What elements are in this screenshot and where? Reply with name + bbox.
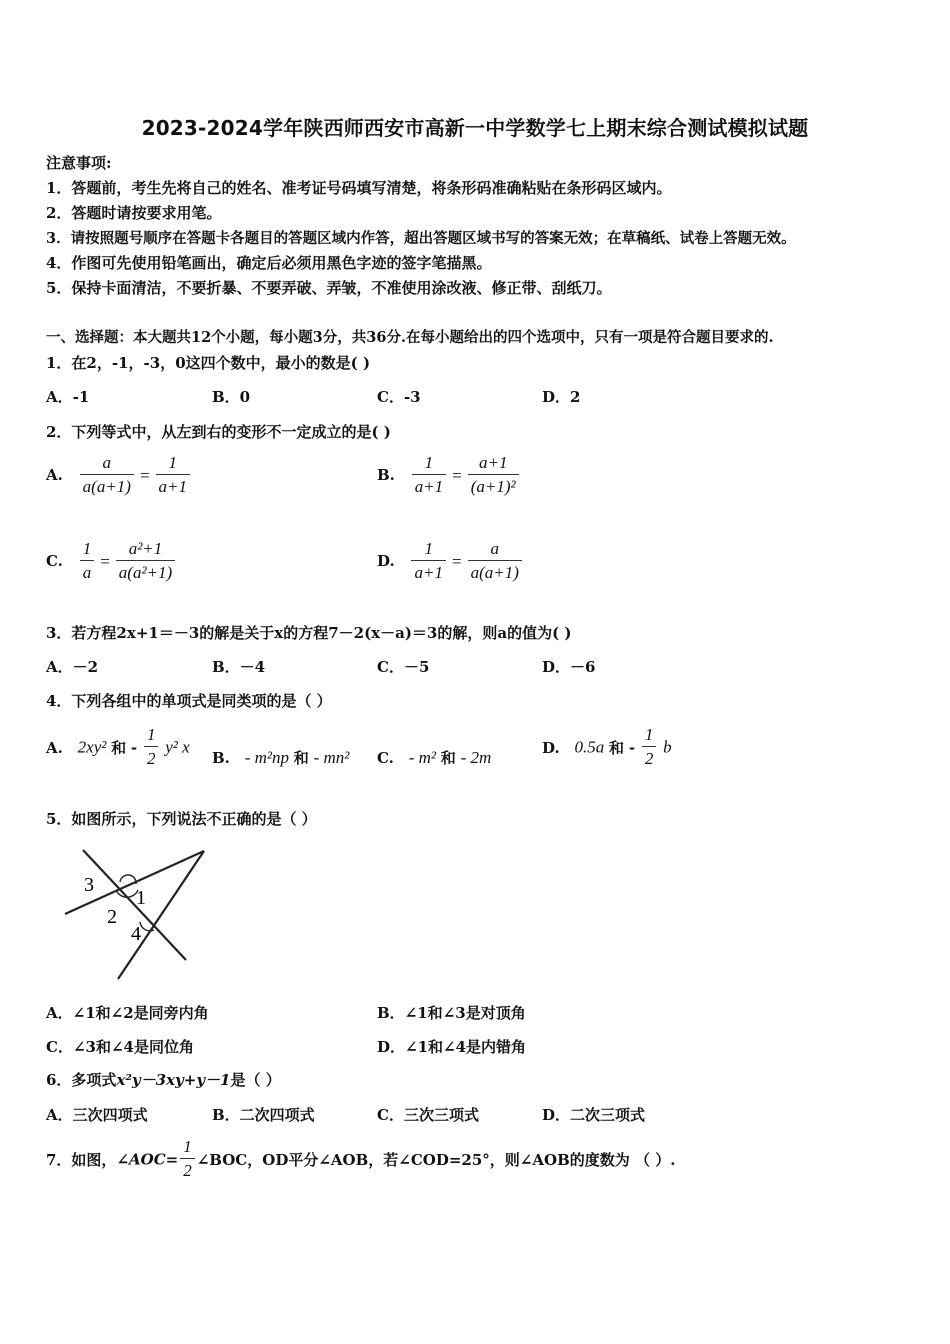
q7-angle1: ∠AOC= bbox=[116, 1150, 179, 1169]
q4-option-d[interactable] bbox=[542, 724, 672, 771]
section-heading: 一、选择题：本大题共12个小题，每小题3分，共36分.在每小题给出的四个选项中，只有一项是符合题目要求的. bbox=[46, 329, 774, 346]
q4-option-c-label: C. bbox=[377, 749, 394, 767]
notice-item-3: 3．请按照题号顺序在答题卡各题目的答题区域内作答，超出答题区域书写的答案无效；在草稿纸、试卷上答题无效。 bbox=[46, 230, 796, 247]
q3-option-c[interactable]: C．－5 bbox=[377, 658, 430, 676]
q4-option-b-label: B. bbox=[212, 749, 230, 767]
q2d-den1: a+1 bbox=[414, 563, 443, 582]
q2-option-a[interactable] bbox=[46, 452, 192, 499]
q4-option-c[interactable] bbox=[377, 747, 491, 768]
notice-item-2: 2．答题时请按要求用笔。 bbox=[46, 204, 222, 222]
angle-figure bbox=[58, 842, 218, 988]
q4a-right: y² x bbox=[165, 737, 190, 757]
q7-pre: 7．如图， bbox=[46, 1151, 117, 1169]
q4d-minus: - bbox=[628, 738, 636, 757]
q4a-and: 和 bbox=[111, 739, 127, 757]
q3-option-b[interactable]: B．－4 bbox=[212, 658, 266, 676]
q4-option-a-label: A. bbox=[46, 738, 63, 757]
q1-option-b[interactable]: B．0 bbox=[212, 388, 251, 406]
figure-label-2: 2 bbox=[107, 906, 117, 928]
q3-option-a[interactable]: A．－2 bbox=[46, 658, 99, 676]
q4d-left: 0.5a bbox=[574, 737, 605, 757]
q2c-num2: a²+1 bbox=[116, 538, 175, 561]
notice-heading: 注意事项: bbox=[46, 154, 112, 172]
q6-stem-pre: 6．多项式 bbox=[46, 1071, 117, 1089]
q7-den: 2 bbox=[183, 1161, 192, 1180]
q2b-eq: = bbox=[452, 465, 462, 485]
q2a-num1: a bbox=[80, 452, 134, 475]
q2c-den2: a(a²+1) bbox=[118, 563, 173, 582]
q6-stem-math: x²y－3xy+y－1 bbox=[116, 1071, 231, 1089]
q5-option-c[interactable]: C．∠3和∠4是同位角 bbox=[46, 1038, 194, 1056]
q4-option-b[interactable] bbox=[212, 747, 349, 768]
q2a-num2: 1 bbox=[156, 452, 190, 475]
notice-item-4: 4．作图可先使用铅笔画出，确定后必须用黑色字迹的签字笔描黑。 bbox=[46, 254, 492, 272]
q6-option-b[interactable]: B．二次四项式 bbox=[212, 1106, 315, 1124]
q3-option-d[interactable]: D．－6 bbox=[542, 658, 596, 676]
q2a-den1: a(a+1) bbox=[82, 477, 131, 496]
question-4-stem: 4．下列各组中的单项式是同类项的是（ ） bbox=[46, 692, 332, 710]
q4a-left: 2xy² bbox=[77, 737, 107, 757]
q4-option-a[interactable] bbox=[46, 724, 190, 771]
q1-option-a[interactable]: A．-1 bbox=[46, 388, 90, 406]
q1-option-d[interactable]: D．2 bbox=[542, 388, 581, 406]
q2-option-b[interactable] bbox=[377, 452, 521, 499]
page-title: 2023-2024学年陕西师西安市高新一中学数学七上期末综合测试模拟试题 bbox=[141, 116, 809, 140]
notice-item-1: 1．答题前，考生先将自己的姓名、准考证号码填写清楚，将条形码准确粘贴在条形码区域内。 bbox=[46, 179, 672, 197]
q4d-den: 2 bbox=[644, 749, 654, 768]
q6-option-a[interactable]: A．三次四项式 bbox=[46, 1106, 148, 1124]
q1-option-c[interactable]: C．-3 bbox=[377, 388, 421, 406]
q2d-eq: = bbox=[451, 551, 462, 571]
q2c-num1: 1 bbox=[80, 538, 95, 561]
question-7-stem bbox=[46, 1136, 675, 1183]
q4c-right: - 2m bbox=[460, 748, 492, 767]
q2-option-d-label: D. bbox=[377, 552, 395, 571]
q2-option-d[interactable] bbox=[377, 538, 524, 585]
q4d-and: 和 bbox=[609, 739, 625, 757]
figure-label-3: 3 bbox=[84, 874, 94, 896]
q2-option-c[interactable] bbox=[46, 538, 177, 585]
question-1-stem: 1．在2，-1，-3，0这四个数中，最小的数是( ) bbox=[46, 354, 371, 372]
q4b-and: 和 bbox=[293, 749, 309, 767]
q5-option-b[interactable]: B．∠1和∠3是对顶角 bbox=[377, 1004, 526, 1022]
q4c-left: - m² bbox=[408, 748, 436, 767]
question-2-stem: 2．下列等式中，从左到右的变形不一定成立的是( ) bbox=[46, 423, 391, 441]
q2c-den1: a bbox=[82, 563, 92, 582]
q2b-den1: a+1 bbox=[414, 477, 444, 496]
q2b-num1: 1 bbox=[412, 452, 446, 475]
figure-label-4: 4 bbox=[131, 923, 141, 945]
q4c-and: 和 bbox=[440, 749, 456, 767]
question-6-stem bbox=[46, 1069, 281, 1090]
notice-item-5: 5．保持卡面清洁，不要折暴、不要弄破、弄皱，不准使用涂改液、修正带、刮纸刀。 bbox=[46, 279, 612, 297]
q4d-num: 1 bbox=[642, 724, 657, 747]
q4b-left: - m²np bbox=[244, 748, 289, 767]
q4-option-d-label: D. bbox=[542, 738, 560, 757]
q4b-right: - mn² bbox=[313, 748, 350, 767]
q2-option-b-label: B. bbox=[377, 466, 395, 485]
q2b-den2: (a+1)² bbox=[470, 477, 516, 496]
q2c-eq: = bbox=[100, 551, 110, 571]
figure-label-1: 1 bbox=[136, 887, 146, 909]
q4a-num: 1 bbox=[144, 724, 159, 747]
q5-option-a[interactable]: A．∠1和∠2是同旁内角 bbox=[46, 1004, 209, 1022]
q4a-den: 2 bbox=[146, 749, 156, 768]
q2a-eq: = bbox=[139, 465, 150, 485]
question-3-stem: 3．若方程2x+1＝－3的解是关于x的方程7－2(x－a)＝3的解，则a的值为( ) bbox=[46, 624, 572, 642]
q4d-right: b bbox=[663, 737, 672, 757]
q2a-den2: a+1 bbox=[158, 477, 188, 496]
question-5-stem: 5．如图所示，下列说法不正确的是（ ） bbox=[46, 810, 317, 828]
q2d-num1: 1 bbox=[411, 538, 445, 561]
q5-option-d[interactable]: D．∠1和∠4是内错角 bbox=[377, 1038, 527, 1056]
q7-post: ∠BOC，OD平分∠AOB，若∠COD=25°，则∠AOB的度数为 （ ）. bbox=[196, 1151, 676, 1169]
q2-option-a-label: A. bbox=[46, 466, 63, 485]
q2b-num2: a+1 bbox=[468, 452, 519, 475]
q6-option-d[interactable]: D．二次三项式 bbox=[542, 1106, 646, 1124]
q6-option-c[interactable]: C．三次三项式 bbox=[377, 1106, 479, 1124]
q2d-num2: a bbox=[468, 538, 522, 561]
q4a-minus: - bbox=[130, 738, 138, 757]
q7-num: 1 bbox=[180, 1136, 195, 1159]
q6-stem-post: 是（ ） bbox=[230, 1071, 281, 1089]
q2d-den2: a(a+1) bbox=[470, 563, 519, 582]
q2-option-c-label: C. bbox=[46, 552, 63, 571]
